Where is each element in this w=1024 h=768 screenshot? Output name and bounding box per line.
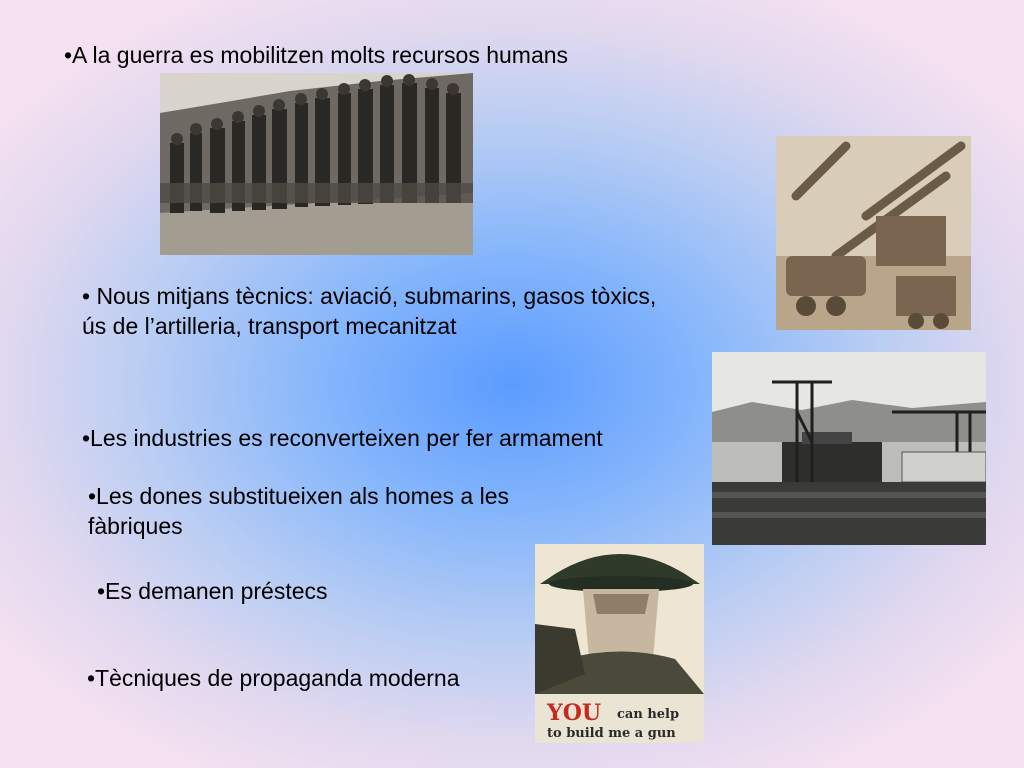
bullet-women-factories: •Les dones substitueixen als homes a les fàbriques	[88, 483, 510, 539]
bullet-technical-means: • Nous mitjans tècnics: aviació, submarins, gasos tòxics, ús de l’artilleria, transport mecanitzat	[82, 283, 657, 339]
poster-you: YOU	[547, 700, 602, 726]
bullet-loans: •Es demanen préstecs	[97, 578, 328, 604]
propaganda-poster	[535, 544, 704, 743]
soldiers-photo	[160, 73, 473, 255]
poster-line1: can help	[617, 707, 680, 722]
poster-line2: to build me a gun	[547, 726, 676, 741]
shipyard-photo	[712, 352, 986, 545]
bullet-human-resources: •A la guerra es mobilitzen molts recursos humans	[64, 42, 569, 68]
artillery-photo	[776, 136, 971, 330]
bullet-industries: •Les industries es reconverteixen per fer armament	[82, 425, 603, 451]
bullet-propaganda: •Tècniques de propaganda moderna	[87, 665, 460, 691]
